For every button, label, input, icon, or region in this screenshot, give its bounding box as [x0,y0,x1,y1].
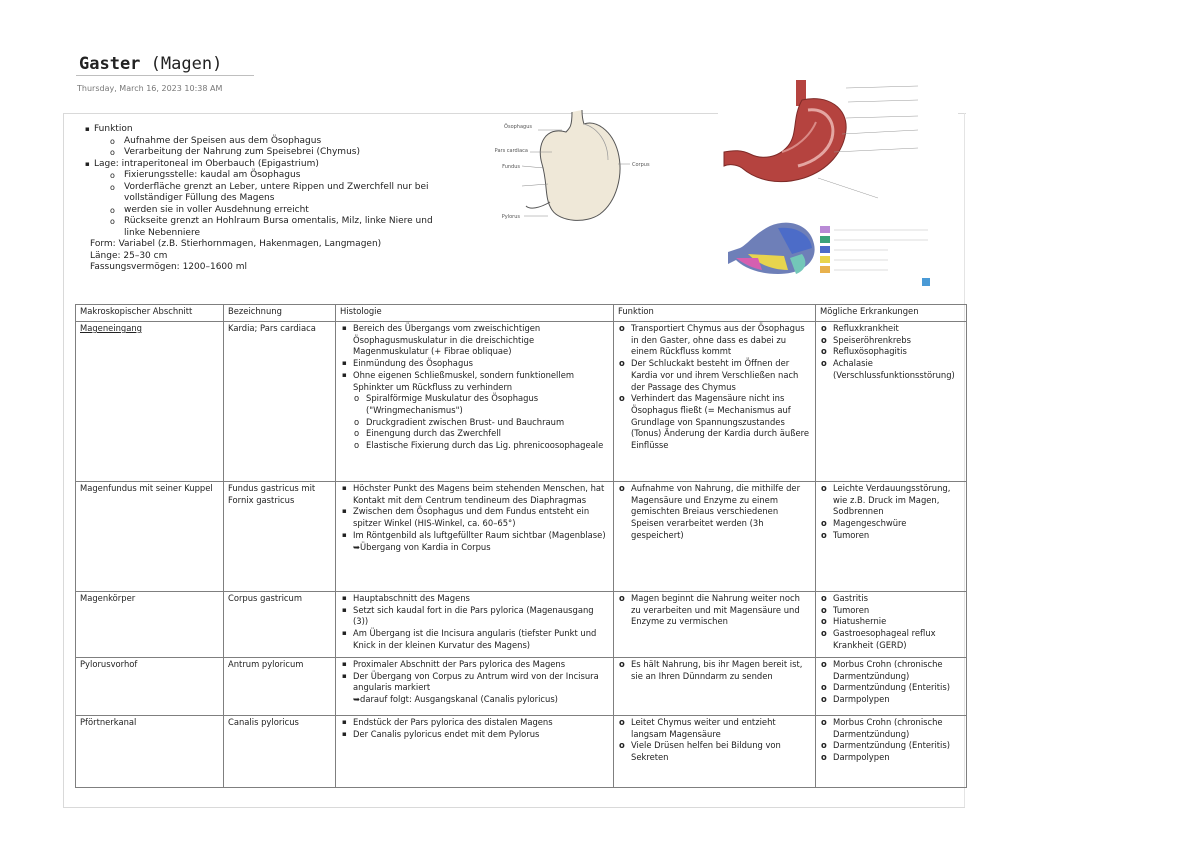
note-frame-bottom [63,807,965,808]
diagram-label: Corpus [632,162,650,168]
cell-funktion [614,322,816,482]
erkrankung-item: o Leichte Verdauungsstörung, wie z.B. Druck im Magen, Sodbrennen [820,483,962,518]
histo-item: ▪ Bereich des Übergangs vom zweischichtigen Ösophagusmuskulatur in die dreischichtige Magenmuskulatur (+ Fibrae obliquae) [340,323,609,358]
histo-item: ▪ Am Übergang ist die Incisura angularis (tiefster Punkt und Knick in der kleinen Kurvatur des Magens) [340,628,609,651]
table-row [76,658,967,716]
header-funktion: Funktion [614,305,816,322]
histo-subitem: o Spiralförmige Muskulatur des Ösophagus ("Wringmechanismus") [340,393,609,416]
erkrankung-item: o Refluxösophagitis [820,346,962,358]
page-date: Thursday, March 16, 2023 10:38 AM [77,84,223,93]
histo-item: ▪ Setzt sich kaudal fort in die Pars pylorica (Magenausgang (3)) [340,605,609,628]
diagram-label: Pylorus [501,214,520,220]
cell-funktion [614,658,816,716]
erkrankung-item: o Achalasie (Verschlussfunktionsstörung) [820,358,962,381]
table-row [76,482,967,592]
erkrankung-item: o Morbus Crohn (chronische Darmentzündung) [820,717,962,740]
histo-arrow-note: ➥Übergang von Kardia in Corpus [353,541,491,552]
histo-item: ▪ Der Canalis pyloricus endet mit dem Pylorus [340,729,609,741]
cell-abschnitt: Pylorusvorhof [76,658,224,716]
page-title: Gaster (Magen) [79,54,223,74]
funktion-item: o Transportiert Chymus aus der Ösophagus in den Gaster, ohne dass es dabei zu einem Rückfluss kommt [618,323,811,358]
histo-item: ▪ Ohne eigenen Schließmuskel, sondern funktionellem Sphinkter um Rückfluss zu verhindern [340,370,609,393]
funktion-item: o Der Schluckakt besteht im Öffnen der Kardia vor und ihrem Verschließen nach der Passage des Chymus [618,358,811,393]
cell-erkrankungen [816,658,967,716]
erkrankung-item: o Tumoren [820,530,962,542]
cell-histologie [336,658,614,716]
erkrankung-item: o Darmentzündung (Enteritis) [820,682,962,694]
lage-item: o werden sie in voller Ausdehnung erreicht [82,205,452,217]
erkrankung-item: o Gastritis [820,593,962,605]
lage-item: o Fixierungsstelle: kaudal am Ösophagus [82,170,452,182]
title-underline [76,75,254,76]
histo-arrow-note: ➥darauf folgt: Ausgangskanal (Canalis pyloricus) [353,694,558,705]
cell-abschnitt: Pförtnerkanal [76,716,224,788]
cell-histologie [336,482,614,592]
cell-abschnitt: Mageneingang [76,322,224,482]
histo-item: ▪ Im Röntgenbild als luftgefüllter Raum sichtbar (Magenblase) [340,530,609,542]
cell-bezeichnung: Corpus gastricum [224,592,336,658]
diagram-label: Pars cardiaca [494,148,528,154]
cell-funktion [614,716,816,788]
funktion-item: o Aufnahme der Speisen aus dem Ösophagus [82,136,452,148]
intro-section [82,124,452,274]
cell-bezeichnung: Fundus gastricus mit Fornix gastricus [224,482,336,592]
erkrankung-item: o Gastroesophageal reflux Krankheit (GERD) [820,628,962,651]
header-histologie: Histologie [336,305,614,322]
histo-item: ▪ Einmündung des Ösophagus [340,358,609,370]
stomach-diagram-image [494,106,650,231]
cell-funktion [614,592,816,658]
cell-bezeichnung: Antrum pyloricum [224,658,336,716]
histo-item: ▪ Der Übergang von Corpus zu Antrum wird von der Incisura angularis markiert [340,671,609,694]
erkrankung-item: o Darmpolypen [820,694,962,706]
funktion-item: o Leitet Chymus weiter und entzieht langsam Magensäure [618,717,811,740]
diagram-label: Ösophagus [504,124,532,130]
erkrankung-item: o Tumoren [820,605,962,617]
erkrankung-item: o Magengeschwüre [820,518,962,530]
cell-erkrankungen [816,592,967,658]
histo-subitem: o Druckgradient zwischen Brust- und Bauchraum [340,417,609,429]
table-row [76,592,967,658]
cell-bezeichnung: Canalis pyloricus [224,716,336,788]
table-row [76,322,967,482]
erkrankung-item: o Speiseröhrenkrebs [820,335,962,347]
lage-item: o Rückseite grenzt an Hohlraum Bursa omentalis, Milz, linke Niere und linke Nebenniere [82,216,452,239]
funktion-item: o Es hält Nahrung, bis ihr Magen bereit ist, sie an Ihren Dünndarm zu senden [618,659,811,682]
diagram-label: Fundus [502,164,520,170]
cell-bezeichnung: Kardia; Pars cardiaca [224,322,336,482]
header-erkrankungen: Mögliche Erkrankungen [816,305,967,322]
lage-heading: ▪ Lage: intraperitoneal im Oberbauch (Epigastrium) [82,159,452,171]
stomach-table [75,304,967,788]
cell-funktion [614,482,816,592]
histo-subitem: o Elastische Fixierung durch das Lig. phrenicoosophageale [340,440,609,452]
cell-histologie [336,716,614,788]
histo-item: ▪ Hauptabschnitt des Magens [340,593,609,605]
cell-histologie [336,322,614,482]
funktion-item: o Viele Drüsen helfen bei Bildung von Sekreten [618,740,811,763]
cell-abschnitt: Magenkörper [76,592,224,658]
form-text: Form: Variabel (z.B. Stierhornmagen, Hakenmagen, Langmagen) [90,239,382,249]
stomach-anatomy-image [718,78,958,290]
cell-erkrankungen [816,322,967,482]
histo-item: ▪ Höchster Punkt des Magens beim stehenden Menschen, hat Kontakt mit dem Centrum tendineum des Diaphragmas [340,483,609,506]
funktion-item: o Verarbeitung der Nahrung zum Speisebrei (Chymus) [82,147,452,159]
cell-abschnitt: Magenfundus mit seiner Kuppel [76,482,224,592]
erkrankung-item: o Morbus Crohn (chronische Darmentzündung) [820,659,962,682]
funktion-item: o Aufnahme von Nahrung, die mithilfe der Magensäure und Enzyme zu einem gemischten Breiaus verschiedenen Speisen verarbeitet werden (3h gespeichert) [618,483,811,542]
erkrankung-item: o Refluxkrankheit [820,323,962,335]
laenge-text: Länge: 25–30 cm [90,250,168,261]
histo-item: ▪ Endstück der Pars pylorica des distalen Magens [340,717,609,729]
erkrankung-item: o Hiatushernie [820,616,962,628]
lage-item: o Vorderfläche grenzt an Leber, untere Rippen und Zwerchfell nur bei vollständiger Füllung des Magens [82,182,452,205]
funktion-item: o Verhindert das Magensäure nicht ins Ösophagus fließt (= Mechanismus auf Grundlage von Spannungszustandes (Tonus) Änderung der Kardia durch äußere Einflüsse [618,393,811,452]
histo-subitem: o Einengung durch das Zwerchfell [340,428,609,440]
header-abschnitt: Makroskopischer Abschnitt [76,305,224,322]
erkrankung-item: o Darmentzündung (Enteritis) [820,740,962,752]
table-header-row [76,305,967,322]
fassung-text: Fassungsvermögen: 1200–1600 ml [90,262,248,272]
cell-histologie [336,592,614,658]
cell-erkrankungen [816,716,967,788]
histo-item: ▪ Zwischen dem Ösophagus und dem Fundus entsteht ein spitzer Winkel (HIS-Winkel, ca. 60–65°) [340,506,609,529]
cell-erkrankungen [816,482,967,592]
erkrankung-item: o Darmpolypen [820,752,962,764]
funktion-heading: ▪ Funktion [82,124,452,136]
header-bezeichnung: Bezeichnung [224,305,336,322]
histo-item: ▪ Proximaler Abschnitt der Pars pylorica des Magens [340,659,609,671]
table-row [76,716,967,788]
funktion-item: o Magen beginnt die Nahrung weiter noch zu verarbeiten und mit Magensäure und Enzyme zu vermischen [618,593,811,628]
